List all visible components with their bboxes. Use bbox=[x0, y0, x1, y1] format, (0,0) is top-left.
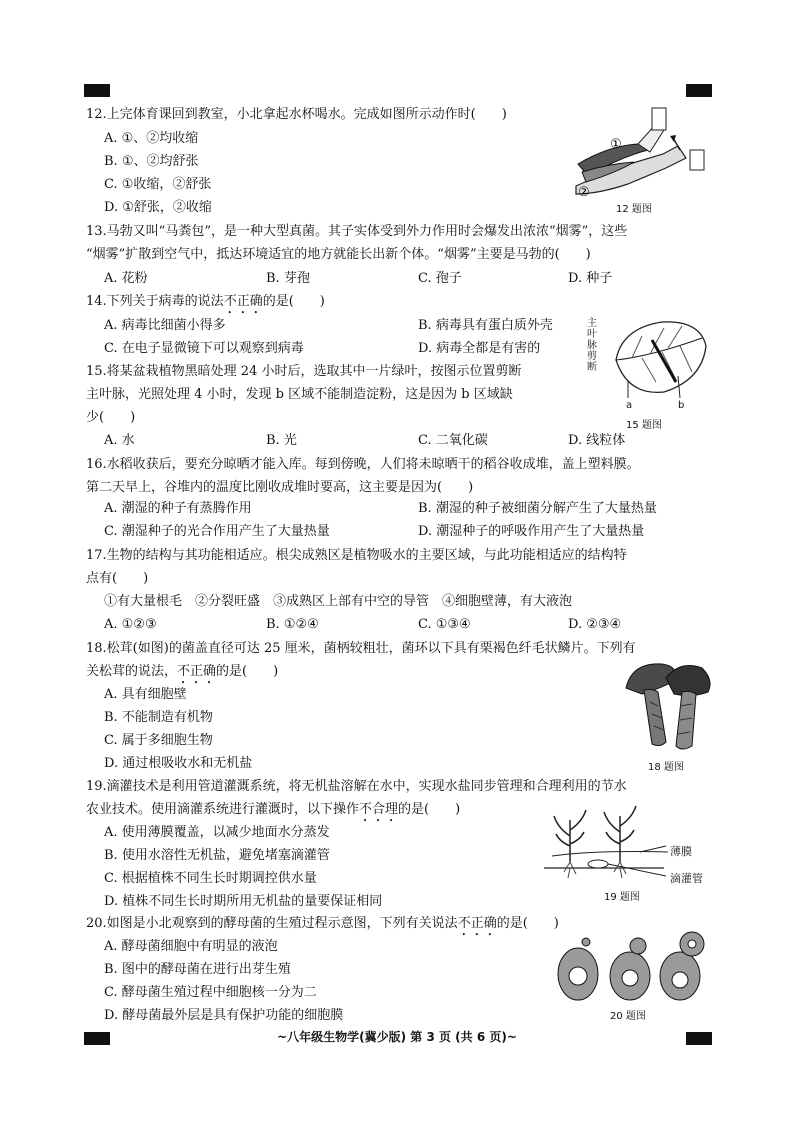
q12-stem: 12.上完体育课回到教室，小北拿起水杯喝水。完成如图所示动作时( ) bbox=[86, 107, 507, 122]
q18-option-d: D. 通过根吸收水和无机盐 bbox=[104, 756, 253, 771]
q16-option-d: D. 潮湿种子的呼吸作用产生了大量热量 bbox=[418, 524, 645, 539]
q13-option-d: D. 种子 bbox=[568, 271, 613, 286]
fig15-vertical-label: 主叶脉剪断 bbox=[587, 318, 597, 373]
q18-line1: 18.松茸(如图)的菌盖直径可达 25 厘米，菌柄较粗壮，菌环以下具有栗褐色纤毛状鳞片。下列有 bbox=[86, 641, 636, 656]
q13-line2: “烟雾”扩散到空气中，抵达环境适宜的地方就能长出新个体。“烟雾”主要是马勃的( ) bbox=[86, 247, 591, 262]
q20-option-c: C. 酵母菌生殖过程中细胞核一分为二 bbox=[104, 985, 317, 1000]
q12-option-d: D. ①舒张，②收缩 bbox=[104, 200, 212, 215]
q18-option-a: A. 具有细胞壁 bbox=[104, 687, 187, 702]
q17-option-b: B. ①②④ bbox=[266, 617, 319, 632]
q20-caption: 20 题图 bbox=[610, 1011, 646, 1022]
q16-option-c: C. 潮湿种子的光合作用产生了大量热量 bbox=[104, 524, 330, 539]
fig19-film-label: 薄膜 bbox=[670, 845, 692, 858]
fig12-label-2: ② bbox=[578, 185, 590, 198]
q12-option-c: C. ①收缩，②舒张 bbox=[104, 177, 212, 192]
q20-option-b: B. 图中的酵母菌在进行出芽生殖 bbox=[104, 962, 291, 977]
q18-option-b: B. 不能制造有机物 bbox=[104, 710, 213, 725]
fig15-label-b: b bbox=[678, 400, 685, 411]
q14-option-b: B. 病毒具有蛋白质外壳 bbox=[418, 318, 553, 333]
q17-line2: 点有( ) bbox=[86, 571, 149, 586]
registration-mark-top-right bbox=[686, 84, 712, 97]
q15-line2: 主叶脉，光照处理 4 小时，发现 b 区域不能制造淀粉，这是因为 b 区域缺 bbox=[86, 387, 513, 402]
yeast-budding-figure bbox=[552, 930, 712, 1004]
q18-caption: 18 题图 bbox=[648, 762, 684, 773]
fig19-pipe-label: 滴灌管 bbox=[670, 872, 703, 885]
q14-option-d: D. 病毒全都是有害的 bbox=[418, 341, 541, 356]
fig15-label-a: a bbox=[626, 400, 633, 411]
q14-stem: 14.下列关于病毒的说法不正确的是( ) bbox=[86, 294, 325, 309]
q12-option-a: A. ①、②均收缩 bbox=[104, 131, 199, 146]
q16-line1: 16.水稻收获后，要充分晾晒才能入库。每到傍晚，人们将未晾晒干的稻谷收成堆，盖上塑料膜。 bbox=[86, 457, 640, 472]
q13-line1: 13.马勃又叫“马粪包”，是一种大型真菌。其子实体受到外力作用时会爆发出浓浓“烟雾”，这些 bbox=[86, 224, 628, 239]
q17-line1: 17.生物的结构与其功能相适应。根尖成熟区是植物吸水的主要区域，与此功能相适应的结构特 bbox=[86, 548, 627, 563]
q19-option-a: A. 使用薄膜覆盖，以减少地面水分蒸发 bbox=[104, 825, 330, 840]
q20-stem: 20.如图是小北观察到的酵母菌的生殖过程示意图，下列有关说法不正确的是( ) bbox=[86, 916, 559, 931]
q12-caption: 12 题图 bbox=[616, 204, 652, 215]
drip-irrigation-figure bbox=[540, 800, 670, 884]
q20-option-a: A. 酵母菌细胞中有明显的液泡 bbox=[104, 939, 278, 954]
q13-option-b: B. 芽孢 bbox=[266, 271, 310, 286]
q12-option-b: B. ①、②均舒张 bbox=[104, 154, 199, 169]
q15-caption: 15 题图 bbox=[626, 420, 662, 431]
q19-option-b: B. 使用水溶性无机盐，避免堵塞滴灌管 bbox=[104, 848, 330, 863]
q19-option-d: D. 植株不同生长时期所用无机盐的量要保证相同 bbox=[104, 894, 383, 909]
q16-option-a: A. 潮湿的种子有蒸腾作用 bbox=[104, 501, 252, 516]
q15-option-b: B. 光 bbox=[266, 433, 297, 448]
q14-option-c: C. 在电子显微镜下可以观察到病毒 bbox=[104, 341, 304, 356]
q15-option-d: D. 线粒体 bbox=[568, 433, 626, 448]
q14-option-a: A. 病毒比细菌小得多 bbox=[104, 318, 226, 333]
q13-option-c: C. 孢子 bbox=[418, 271, 462, 286]
q16-line2: 第二天早上，谷堆内的温度比刚收成堆时要高，这主要是因为( ) bbox=[86, 480, 474, 495]
fig12-label-1: ① bbox=[610, 137, 622, 152]
q15-line3: 少( ) bbox=[86, 410, 136, 425]
matsutake-mushroom-figure bbox=[622, 658, 714, 754]
q13-option-a: A. 花粉 bbox=[104, 271, 148, 286]
q17-items: ①有大量根毛 ②分裂旺盛 ③成熟区上部有中空的导管 ④细胞壁薄，有大液泡 bbox=[104, 594, 573, 609]
q15-line1: 15.将某盆栽植物黑暗处理 24 小时后，选取其中一片绿叶，按图示位置剪断 bbox=[86, 364, 522, 379]
q19-line1: 19.滴灌技术是利用管道灌溉系统，将无机盐溶解在水中，实现水盐同步管理和合理利用的节水 bbox=[86, 779, 627, 794]
q20-option-d: D. 酵母菌最外层是具有保护功能的细胞膜 bbox=[104, 1008, 344, 1023]
registration-mark-top-left bbox=[84, 84, 110, 97]
q19-line2: 农业技术。使用滴灌系统进行灌溉时，以下操作不合理的是( ) bbox=[86, 802, 461, 817]
q17-option-c: C. ①③④ bbox=[418, 617, 471, 632]
q16-option-b: B. 潮湿的种子被细菌分解产生了大量热量 bbox=[418, 501, 657, 516]
q17-option-d: D. ②③④ bbox=[568, 617, 622, 632]
q19-option-c: C. 根据植株不同生长时期调控供水量 bbox=[104, 871, 317, 886]
arm-drinking-figure bbox=[568, 106, 718, 198]
q18-option-c: C. 属于多细胞生物 bbox=[104, 733, 213, 748]
q15-option-a: A. 水 bbox=[104, 433, 135, 448]
q18-line2: 关松茸的说法，不正确的是( ) bbox=[86, 664, 279, 679]
page-footer: ~八年级生物学(冀少版) 第 3 页 (共 6 页)~ bbox=[277, 1030, 517, 1044]
q17-option-a: A. ①②③ bbox=[104, 617, 157, 632]
q19-caption: 19 题图 bbox=[604, 892, 640, 903]
q15-option-c: C. 二氧化碳 bbox=[418, 433, 488, 448]
leaf-figure bbox=[602, 316, 712, 402]
